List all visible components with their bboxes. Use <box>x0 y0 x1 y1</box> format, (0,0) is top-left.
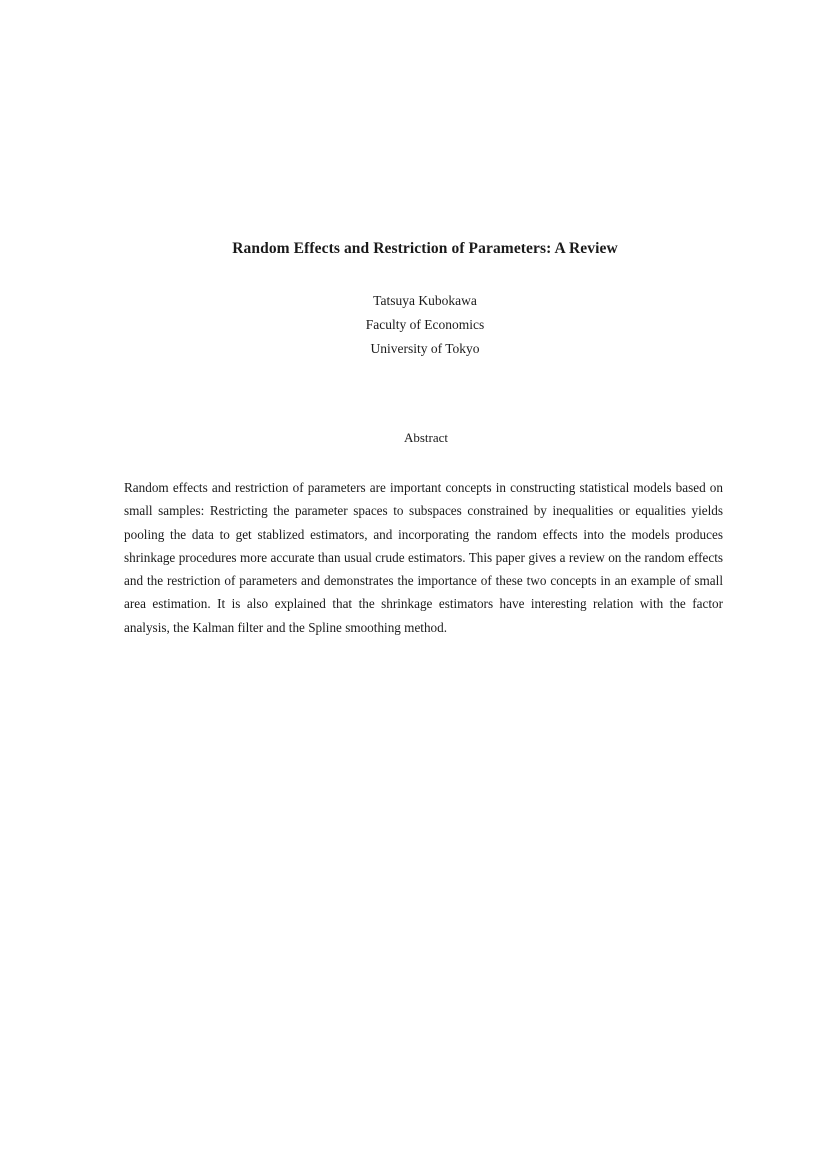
abstract-body: Random effects and restriction of parameters are important concepts in constructing statistical models based on small samples: Restricting the parameter spaces to subspaces constrained by inequalities or equalities yields pooling the data to get stablized estimators, and incorporating the random effects into the models produces shrinkage procedures more accurate than usual crude estimators. This paper gives a review on the random effects and the restriction of parameters and demonstrates the importance of these two concepts in an example of small area estimation. It is also explained that the shrinkage estimators have interesting relation with the factor analysis, the Kalman filter and the Spline smoothing method. <box>124 480 723 635</box>
paper-title: Random Effects and Restriction of Parameters: A Review <box>232 240 618 257</box>
author-name: Tatsuya Kubokawa <box>373 293 477 308</box>
affiliation-university: University of Tokyo <box>370 341 480 356</box>
author-block <box>0 289 826 361</box>
affiliation-department: Faculty of Economics <box>365 317 485 332</box>
abstract-heading: Abstract <box>403 430 449 445</box>
